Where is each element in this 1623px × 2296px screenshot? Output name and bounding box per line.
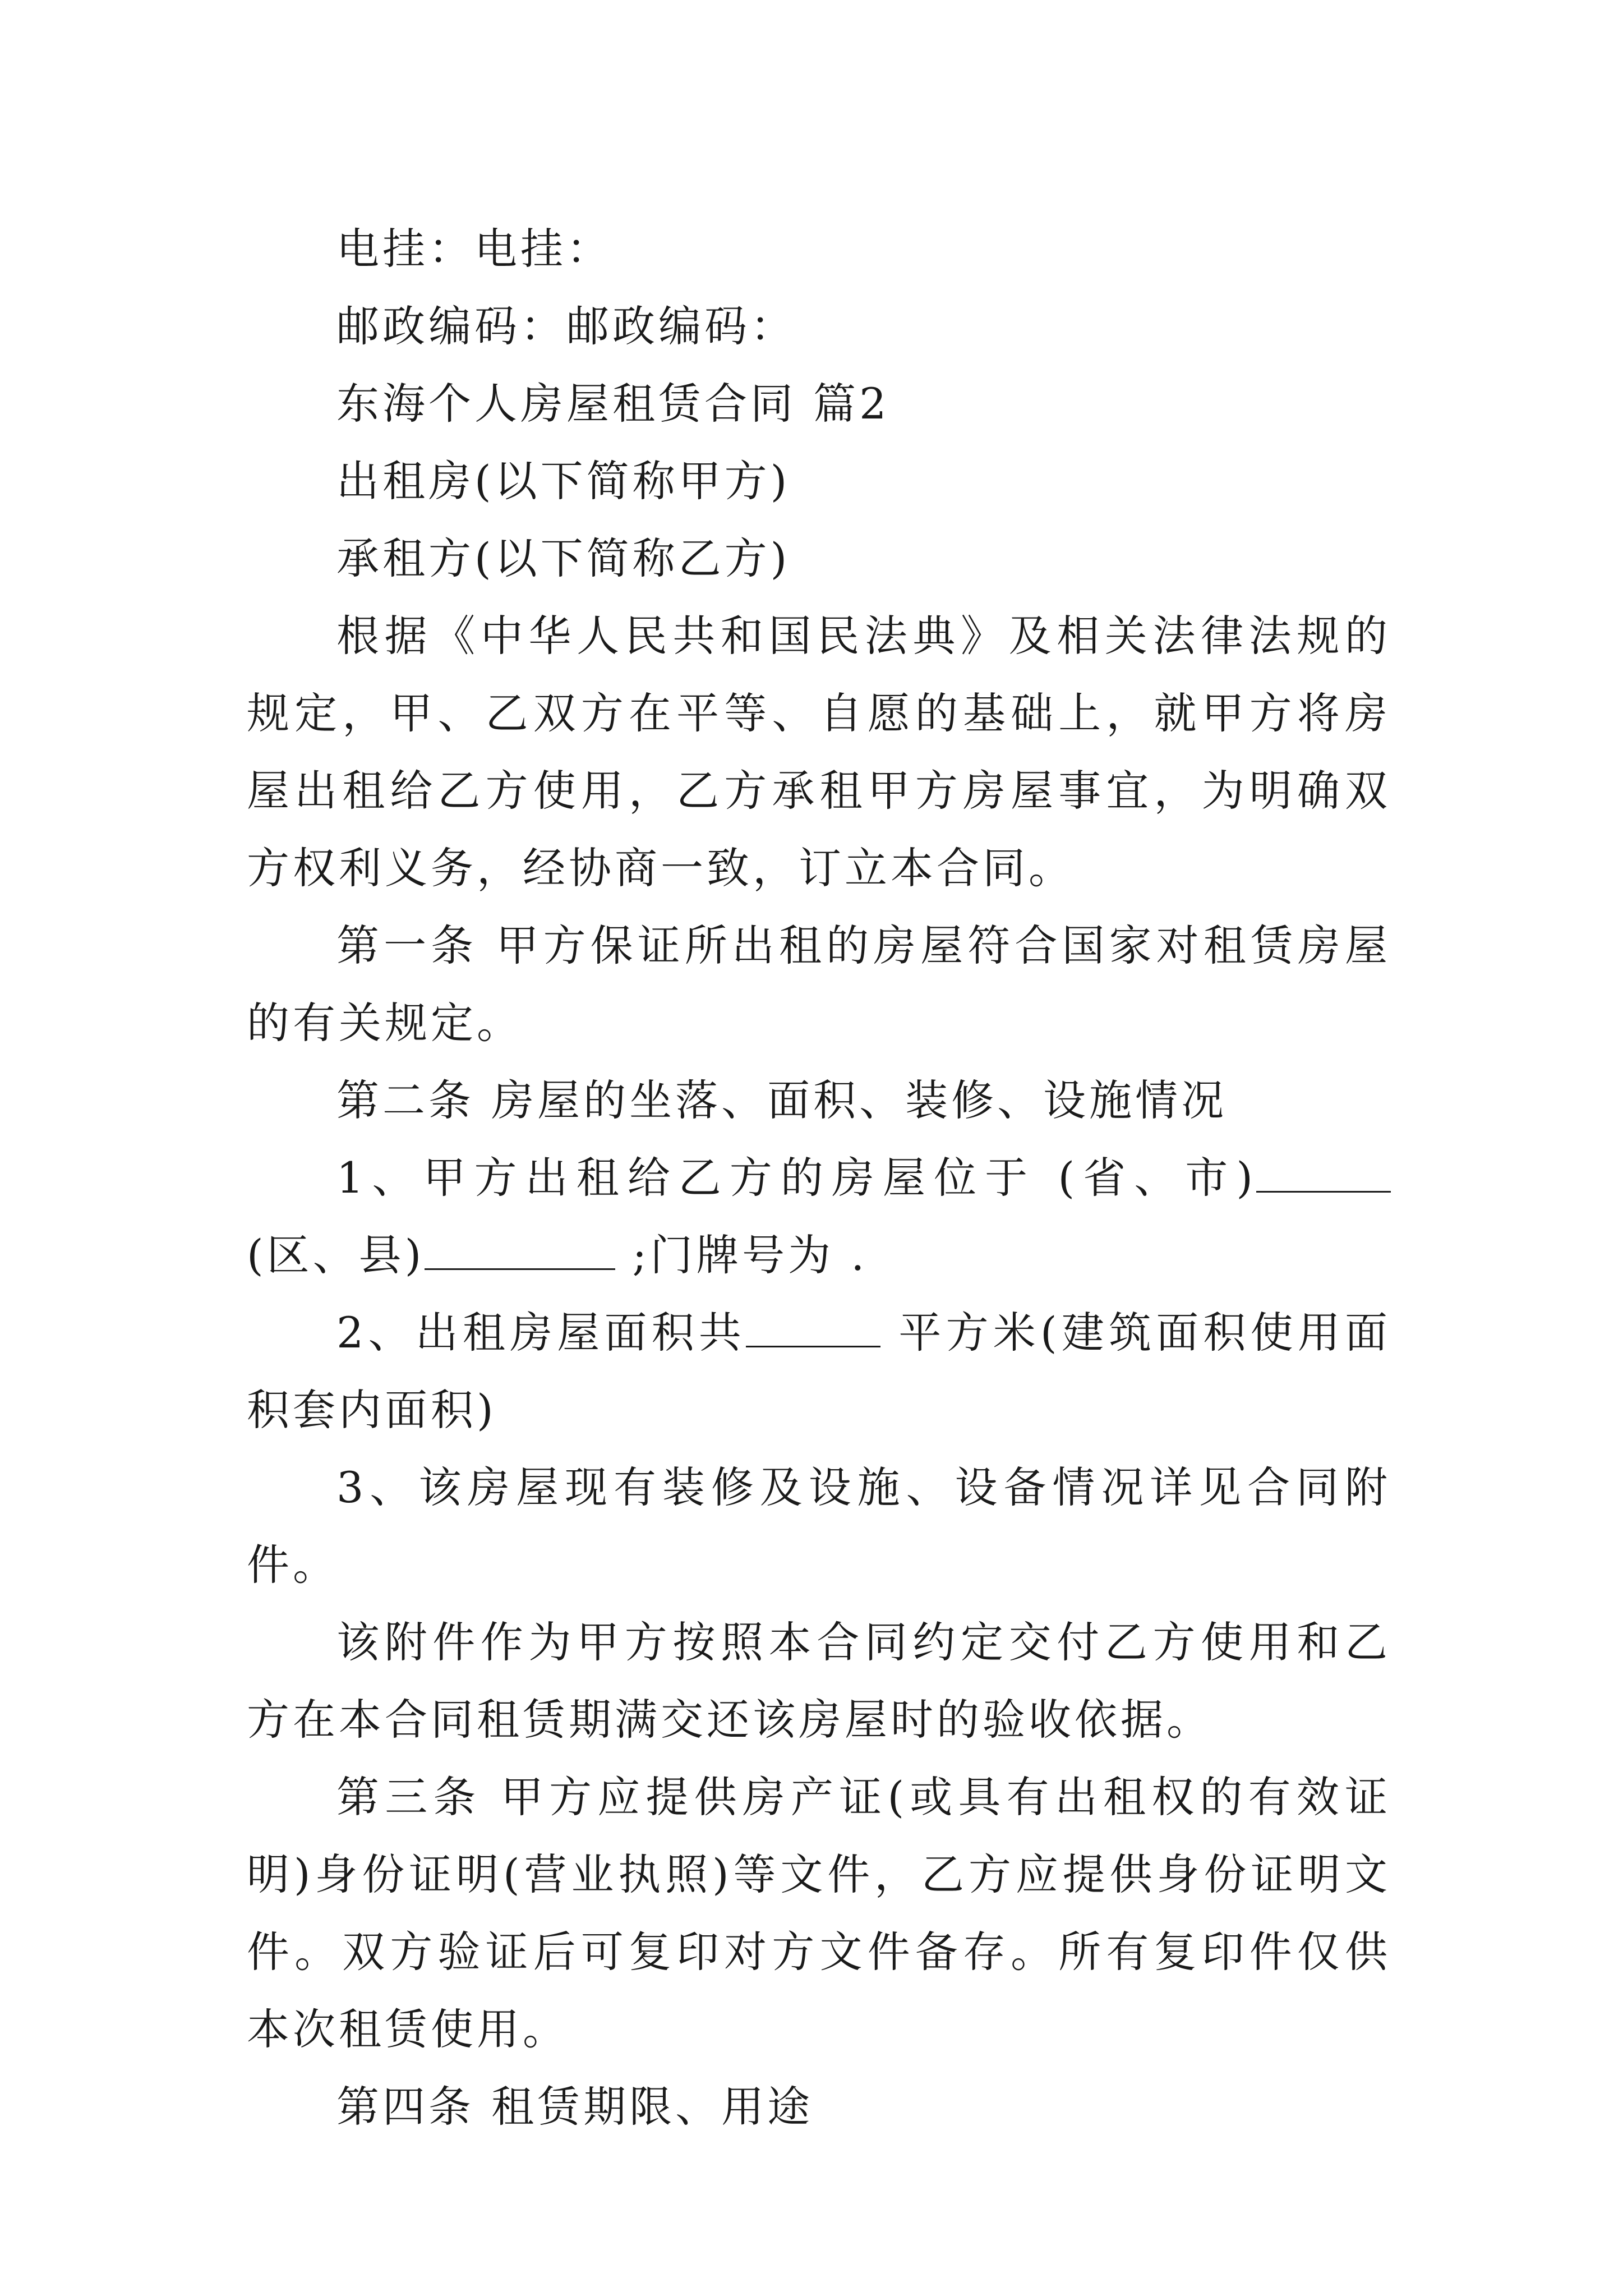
blank-district-field [425,1228,615,1270]
article-3: 第三条 甲方应提供房产证(或具有出租权的有效证明)身份证明(营业执照)等文件，乙方应提供身份证明文件。双方验证后可复印对方文件备存。所有复印件仅供本次租赁使用。 [247,1772,1391,2054]
blank-area-field [746,1305,880,1347]
document-body [247,210,1391,2146]
article-1: 第一条 甲方保证所出租的房屋符合国家对租赁房屋的有关规定。 [247,921,1391,1048]
item-1-text-a: 1、甲方出租给乙方的房屋位于 (省、市) [336,1153,1256,1203]
item-1-location [247,1139,1391,1294]
contract-title: 东海个人房屋租赁合同 篇2 [336,379,890,429]
item-3-facilities: 3、该房屋现有装修及设施、设备情况详见合同附件。 [247,1462,1391,1590]
item-2-text-a: 2、出租房屋面积共 [336,1308,746,1358]
article-2-title: 第二条 房屋的坐落、面积、装修、设施情况 [336,1075,1228,1125]
lessee-line: 承租方(以下简称乙方) [336,533,791,583]
item-2-text-b: 平方米(建筑面积使用面积套内面积) [247,1308,1391,1435]
blank-city-field [1256,1151,1391,1193]
postal-code-line: 邮政编码：邮政编码： [336,301,796,351]
article-4-title: 第四条 租赁期限、用途 [336,2082,814,2132]
item-1-text-c: ;门牌号为 . [615,1230,868,1280]
lessor-line: 出租房(以下简称甲方) [336,456,791,506]
preamble-paragraph: 根据《中华人民共和国民法典》及相关法律法规的规定，甲、乙双方在平等、自愿的基础上，就甲方将房屋出租给乙方使用，乙方承租甲方房屋事宜，为明确双方权利义务，经协商一致，订立本合同。 [247,611,1391,893]
telegraph-line: 电挂：电挂： [336,224,612,274]
annex-paragraph: 该附件作为甲方按照本合同约定交付乙方使用和乙方在本合同租赁期满交还该房屋时的验收依据。 [247,1617,1391,1745]
item-2-area [247,1294,1391,1449]
item-1-text-b: (区、县) [247,1230,425,1280]
